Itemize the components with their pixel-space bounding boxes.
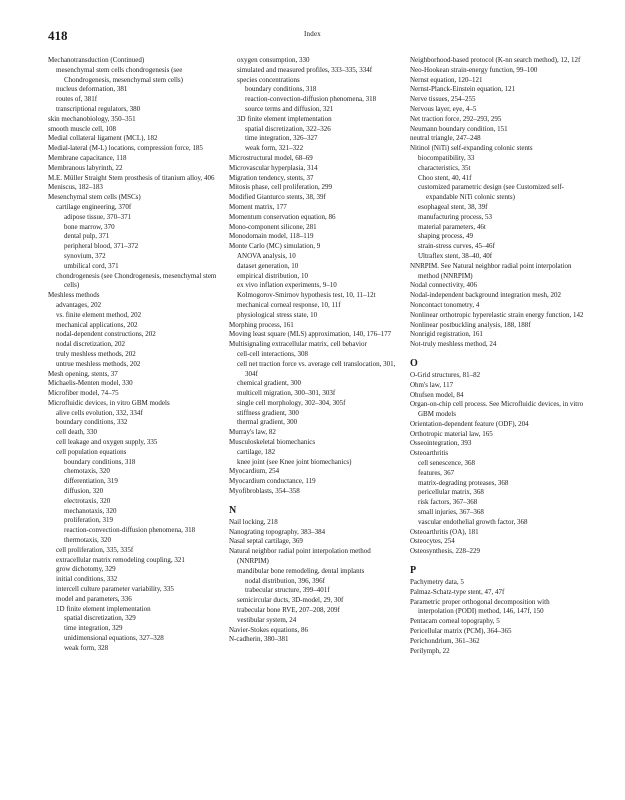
index-subentry: oxygen consumption, 330: [237, 56, 310, 64]
index-subentry: source terms and diffusion, 321: [245, 104, 334, 113]
index-subentry: dataset generation, 10: [237, 261, 299, 270]
index-subentry: adipose tissue, 370–371: [64, 212, 132, 221]
index-subentry: ANOVA analysis, 10: [237, 251, 296, 260]
index-entry: Microvascular hyperplasia, 314: [229, 163, 318, 172]
index-subentry: extracellular matrix remodeling coupling, 321: [56, 555, 185, 564]
index-subentry: 3D finite element implementation: [237, 114, 332, 123]
index-entry: Ohm's law, 117: [410, 380, 454, 389]
index-entry: Meshless methods: [48, 291, 100, 300]
index-subentry: pericellular matrix, 368: [418, 488, 484, 497]
index-subentry: proliferation, 319: [64, 516, 113, 525]
index-subentry: strain-stress curves, 45–46f: [418, 242, 495, 251]
index-subentry: truly meshless methods, 202: [56, 349, 136, 358]
index-subentry: dental pulp, 371: [64, 232, 110, 241]
index-entry: Nerve tissues, 254–255: [410, 95, 476, 104]
index-entry: Membrane capacitance, 118: [48, 153, 127, 162]
index-entry: Migration tendency, stents, 37: [229, 173, 314, 182]
index-subentry: intercell culture parameter variability, 335: [56, 585, 174, 594]
index-subentry: chondrogenesis (see Chondrogenesis, mesenchymal stem cells): [56, 271, 217, 290]
index-entry: Osteosynthesis, 228–229: [410, 547, 480, 556]
index-entry: Orientation-dependent feature (ODF), 204: [410, 419, 529, 428]
index-entry: Nodal-independent background integration mesh, 202: [410, 291, 562, 300]
index-subentry: alive cells evolution, 332, 334f: [56, 408, 143, 417]
index-subentry: umbilical cord, 371: [64, 261, 119, 270]
index-subentry: cell population equations: [56, 447, 127, 456]
index-subentry: model and parameters, 336: [56, 594, 132, 603]
index-entry: Myocardium conductance, 119: [229, 477, 316, 486]
index-entry: Mono-component silicone, 281: [229, 222, 317, 231]
index-subentry: boundary conditions, 318: [64, 457, 136, 466]
index-subentry: 1D finite element implementation: [56, 604, 151, 613]
index-subentry: cell leakage and oxygen supply, 335: [56, 438, 158, 447]
index-subentry: esophageal stent, 38, 39f: [418, 202, 488, 211]
running-head: Index: [304, 30, 321, 38]
index-subentry: manufacturing process, 53: [418, 212, 493, 221]
index-subentry: initial conditions, 332: [56, 575, 118, 584]
index-entry: Osteoarthritis: [410, 449, 449, 458]
index-entry: smooth muscle cell, 108: [48, 124, 117, 133]
index-subentry: diffusion, 320: [64, 487, 104, 496]
index-entry: Meniscus, 182–183: [48, 183, 103, 192]
index-subentry: vs. finite element method, 202: [56, 310, 142, 319]
index-subentry: risk factors, 367–368: [418, 498, 478, 507]
index-entry: Microstructural model, 68–69: [229, 153, 313, 162]
index-entry: Pericellular matrix (PCM), 364–365: [410, 627, 512, 636]
index-column-3: [410, 56, 584, 656]
index-subentry: matrix-degrading proteases, 368: [418, 478, 509, 487]
index-subentry: thermotaxis, 320: [64, 536, 112, 545]
index-subentry: chemical gradient, 300: [237, 379, 301, 388]
index-subentry: nodal discretization, 202: [56, 340, 126, 349]
index-subentry: peripheral blood, 371–372: [64, 242, 139, 251]
index-entry: Myocardium, 254: [229, 467, 280, 476]
index-subentry: trabecular structure, 399–401f: [245, 586, 330, 595]
index-entry: Pachymetry data, 5: [410, 578, 464, 587]
index-subentry: transcriptional regulators, 380: [56, 104, 141, 113]
index-column-1: [48, 56, 222, 654]
index-entry: Nodal connectivity, 406: [410, 281, 478, 290]
index-subentry: mesenchymal stem cells chondrogenesis (see Chondrogenesis, mesenchymal stem cells): [56, 65, 183, 84]
index-entry: Monte Carlo (MC) simulation, 9: [229, 242, 321, 251]
index-entry: Microfluidic devices, in vitro GBM models: [48, 398, 170, 407]
index-subentry: reaction-convection-diffusion phenomena, 318: [64, 526, 196, 535]
index-entry: N-cadherin, 380–381: [229, 635, 289, 644]
index-subentry: mandibular bone remodeling, dental implants: [237, 566, 365, 575]
index-subentry: nucleus deformation, 381: [56, 85, 128, 94]
index-entry: Nonlinear orthotropic hyperelastic strain energy function, 142: [410, 310, 584, 319]
index-entry: neutral triangle, 247–248: [410, 134, 481, 143]
index-entry: Modified Gianturco stents, 38, 39f: [229, 193, 326, 202]
index-entry: Natural neighbor radial point interpolation method (NNRPIM): [229, 547, 371, 566]
index-subentry: nodal-dependent constructions, 202: [56, 330, 156, 339]
page-header: [48, 28, 577, 46]
index-subentry: small injuries, 367–368: [418, 508, 484, 517]
index-subentry: biocompatibility, 33: [418, 153, 475, 162]
index-subentry: advantages, 202: [56, 300, 102, 309]
index-subentry: stiffness gradient, 300: [237, 408, 299, 417]
index-subentry: weak form, 328: [64, 643, 109, 652]
index-entry: Nonlinear postbuckling analysis, 188, 188f: [410, 320, 531, 329]
index-entry: Osseointegration, 393: [410, 439, 472, 448]
page-number: 418: [48, 28, 68, 43]
section-letter: O: [410, 357, 418, 369]
index-subentry: simulated and measured profiles, 333–335, 334f: [237, 65, 373, 74]
index-entry: Nasal septal cartilage, 369: [229, 537, 303, 546]
index-subentry: vestibular system, 24: [237, 615, 297, 624]
index-column-2: [229, 56, 403, 645]
index-entry: Nail locking, 218: [229, 517, 278, 526]
index-subentry: electrotaxis, 320: [64, 496, 111, 505]
index-entry: Mechanotransduction (Continued): [48, 56, 145, 64]
index-subentry: cartilage engineering, 370f: [56, 202, 132, 211]
index-subentry: features, 367: [418, 468, 455, 477]
index-entry: Morphing process, 161: [229, 320, 294, 329]
index-subentry: cell-cell interactions, 308: [237, 349, 308, 358]
index-subentry: reaction-convection-diffusion phenomena, 318: [245, 95, 377, 104]
index-subentry: empirical distribution, 10: [237, 271, 308, 280]
index-entry: Multisignaling extracellular matrix, cell behavior: [229, 340, 367, 349]
index-subentry: Ultraflex stent, 38–40, 40f: [418, 251, 493, 260]
index-subentry: time integration, 329: [64, 624, 123, 633]
index-subentry: grow dichotomy, 329: [56, 565, 116, 574]
index-entry: Neighborhood-based protocol (K-nn search method), 12, 12f: [410, 56, 581, 64]
index-subentry: differentiation, 319: [64, 477, 118, 486]
index-entry: Michaelis-Menten model, 330: [48, 379, 133, 388]
index-entry: Navier-Stokes equations, 86: [229, 625, 308, 634]
index-entry: Nitinol (NiTi) self-expanding colonic stents: [410, 144, 533, 153]
index-subentry: customized parametric design (see Customized self-expandable NiTi colonic stents): [418, 183, 564, 202]
index-columns: [48, 56, 584, 786]
index-subentry: semicircular ducts, 3D-model, 29, 30f: [237, 596, 344, 605]
index-entry: Parametric proper orthogonal decomposition with interpolation (PODI) method, 146, 147f, 150: [410, 597, 550, 616]
index-subentry: cartilage, 182: [237, 447, 276, 456]
index-entry: Palmaz-Schatz-type stent, 47, 47f: [410, 587, 505, 596]
index-entry: Mitosis phase, cell proliferation, 299: [229, 183, 333, 192]
index-subentry: spatial discretization, 322–326: [245, 124, 331, 133]
index-entry: Microfiber model, 74–75: [48, 389, 119, 398]
index-subentry: single cell morphology, 302–304, 305f: [237, 398, 346, 407]
index-entry: Nernst-Planck-Einstein equation, 121: [410, 85, 516, 94]
index-entry: Osteoarthritis (OA), 181: [410, 527, 479, 536]
index-subentry: untrue meshless methods, 202: [56, 359, 141, 368]
index-entry: Nanograting topography, 383–384: [229, 527, 326, 536]
index-entry: Perilymph, 22: [410, 646, 450, 655]
index-entry: Momentum conservation equation, 86: [229, 212, 336, 221]
index-subentry: mechanical applications, 202: [56, 320, 138, 329]
index-subentry: multicell migration, 300–301, 303f: [237, 389, 336, 398]
index-subentry: cell senescence, 368: [418, 459, 475, 468]
index-entry: Monodomain model, 118–119: [229, 232, 314, 241]
index-entry: Musculoskeletal biomechanics: [229, 438, 316, 447]
index-subentry: knee joint (see Knee joint biomechanics): [237, 457, 352, 466]
index-subentry: mechanical corneal response, 10, 11f: [237, 300, 341, 309]
index-subentry: shaping process, 49: [418, 232, 474, 241]
index-entry: Organ-on-chip cell process. See Microfluidic devices, in vitro GBM models: [410, 400, 584, 419]
index-subentry: species concentrations: [237, 75, 300, 84]
index-subentry: chemotaxis, 320: [64, 467, 110, 476]
index-entry: Net traction force, 292–293, 295: [410, 114, 502, 123]
index-entry: Mesh opening, stents, 37: [48, 369, 118, 378]
index-subentry: spatial discretization, 329: [64, 614, 136, 623]
index-subentry: trabecular bone RVE, 207–208, 209f: [237, 606, 340, 615]
section-letter: P: [410, 565, 417, 577]
index-subentry: Kolmogorov-Smirnov hypothesis test, 10, 11–12t: [237, 291, 376, 300]
index-subentry: vascular endothelial growth factor, 368: [418, 517, 528, 526]
index-subentry: material parameters, 46t: [418, 222, 486, 231]
index-subentry: time integration, 326–327: [245, 134, 318, 143]
index-subentry: nodal distribution, 396, 396f: [245, 576, 325, 585]
index-entry: Moment matrix, 177: [229, 202, 287, 211]
index-subentry: unidimensional equations, 327–328: [64, 634, 164, 643]
index-entry: Osteocytes, 254: [410, 537, 455, 546]
index-entry: Nonrigid registration, 161: [410, 330, 483, 339]
index-entry: O-Grid structures, 81–82: [410, 370, 481, 379]
index-entry: Pentacam corneal topography, 5: [410, 617, 500, 626]
index-entry: M.E. Müller Straight Stem prosthesis of titanium alloy, 406: [48, 173, 215, 182]
index-subentry: boundary conditions, 318: [245, 85, 317, 94]
index-entry: NNRPIM. See Natural neighbor radial point interpolation method (NNRPIM): [410, 261, 572, 280]
index-entry: skin mechanobiology, 350–351: [48, 114, 136, 123]
index-subentry: cell net traction force vs. average cell translocation, 301, 304f: [237, 359, 396, 378]
index-entry: Nernst equation, 120–121: [410, 75, 483, 84]
index-entry: Mesenchymal stem cells (MSCs): [48, 193, 141, 202]
index-subentry: routes of, 381f: [56, 95, 98, 104]
index-subentry: cell death, 330: [56, 428, 98, 437]
index-entry: Noncontact tonometry, 4: [410, 300, 480, 309]
index-entry: Orthotropic material law, 165: [410, 429, 493, 438]
index-entry: Medial collateral ligament (MCL), 182: [48, 134, 158, 143]
index-subentry: thermal gradient, 300: [237, 418, 298, 427]
index-entry: Perichondrium, 361–362: [410, 636, 480, 645]
index-entry: Not-truly meshless method, 24: [410, 340, 497, 349]
index-entry: Moving least square (MLS) approximation, 140, 176–177: [229, 330, 392, 339]
index-entry: Murray's law, 82: [229, 428, 276, 437]
index-subentry: bone marrow, 370: [64, 222, 115, 231]
index-entry: Myofibroblasts, 354–358: [229, 487, 300, 496]
index-subentry: mechanotaxis, 320: [64, 506, 117, 515]
section-letter: N: [229, 504, 237, 516]
index-entry: Neumann boundary condition, 151: [410, 124, 508, 133]
index-entry: Membranous labyrinth, 22: [48, 163, 123, 172]
index-entry: Neo-Hookean strain-energy function, 99–100: [410, 65, 538, 74]
index-subentry: characteristics, 35t: [418, 163, 471, 172]
index-subentry: ex vivo inflation experiments, 9–10: [237, 281, 337, 290]
index-entry: Nervous layer, eye, 4–5: [410, 104, 477, 113]
index-subentry: weak form, 321–322: [245, 144, 304, 153]
index-subentry: cell proliferation, 335, 335f: [56, 545, 134, 554]
index-entry: Medial-lateral (M-L) locations, compression force, 185: [48, 144, 203, 153]
index-subentry: Choo stent, 40, 41f: [418, 173, 472, 182]
index-subentry: boundary conditions, 332: [56, 418, 128, 427]
index-subentry: physiological stress state, 10: [237, 310, 318, 319]
index-entry: Ohufsen model, 84: [410, 390, 464, 399]
index-subentry: synovium, 372: [64, 251, 106, 260]
